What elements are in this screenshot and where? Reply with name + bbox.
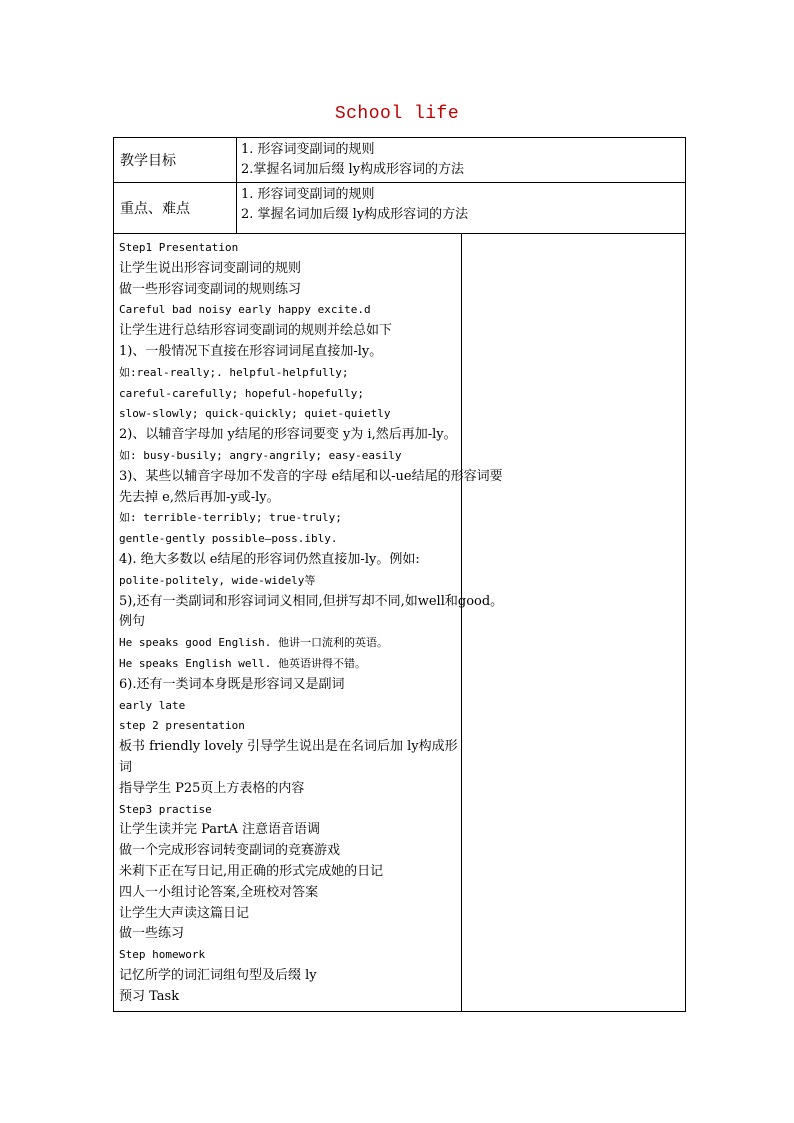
procedure-line: 例句 xyxy=(119,614,146,630)
procedure-line: 3)、某些以辅音字母加不发音的字母 e结尾和以-ue结尾的形容词要 xyxy=(119,468,503,484)
procedure-line: 先去掉 e,然后再加-y或-ly。 xyxy=(119,489,280,505)
lesson-plan-table xyxy=(113,137,686,1012)
procedure-line: 如: busy-busily; angry-angrily; easy-easily xyxy=(119,448,402,462)
procedure-line: 做一些练习 xyxy=(119,926,185,942)
procedure-line: He speaks English well. 他英语讲得不错。 xyxy=(119,656,366,670)
procedure-line: careful-carefully; hopeful-hopefully; xyxy=(119,386,365,400)
procedure-content xyxy=(114,234,504,1012)
procedure-line: Careful bad noisy early happy excite.d xyxy=(119,303,371,317)
notes-column xyxy=(461,234,686,1012)
procedure-row xyxy=(114,234,686,1012)
procedure-line: 米莉下正在写日记,用正确的形式完成她的日记 xyxy=(119,863,384,879)
procedure-line: 词 xyxy=(119,759,133,775)
key-points-content xyxy=(237,183,686,234)
procedure-line: 记忆所学的词汇词组句型及后缀 ly xyxy=(119,967,317,983)
procedure-line: 如: terrible-terribly; true-truly; xyxy=(119,511,342,525)
procedure-line: Step1 Presentation xyxy=(119,241,239,254)
procedure-line: 让学生进行总结形容词变副词的规则并绘总如下 xyxy=(119,323,393,339)
objectives-row xyxy=(114,138,686,183)
procedure-line: 四人一小组讨论答案,全班校对答案 xyxy=(119,884,319,900)
procedure-line: slow-slowly; quick-quickly; quiet-quietly xyxy=(119,407,391,421)
procedure-line: gentle-gently possible—poss.ibly. xyxy=(119,532,338,546)
key-points-line: 2. 掌握名词加后缀 ly构成形容词的方法 xyxy=(241,207,469,222)
procedure-line: early late xyxy=(119,698,186,712)
key-points-row xyxy=(114,183,686,234)
procedure-line: 做一些形容词变副词的规则练习 xyxy=(119,281,302,297)
objectives-line: 2.掌握名词加后缀 ly构成形容词的方法 xyxy=(241,162,465,177)
key-points-line: 1. 形容词变副词的规则 xyxy=(241,187,375,202)
procedure-line: 板书 friendly lovely 引导学生说出是在名词后加 ly构成形 xyxy=(119,739,458,755)
procedure-line: 做一个完成形容词转变副词的竞赛游戏 xyxy=(119,843,341,859)
page-title: School life xyxy=(334,104,460,124)
objectives-content xyxy=(237,138,686,183)
procedure-line: 6).还有一类词本身既是形容词又是副词 xyxy=(119,676,345,692)
procedure-line: step 2 presentation xyxy=(119,719,245,733)
procedure-line: Step homework xyxy=(119,948,206,962)
procedure-line: Step3 practise xyxy=(119,802,212,816)
objectives-line: 1. 形容词变副词的规则 xyxy=(241,142,375,157)
procedure-line: 2)、以辅音字母加 y结尾的形容词要变 y为 i,然后再加-ly。 xyxy=(119,427,457,443)
procedure-line: 预习 Task xyxy=(119,988,180,1004)
procedure-line: 1)、一般情况下直接在形容词词尾直接加-ly。 xyxy=(119,343,383,359)
procedure-line: 让学生说出形容词变副词的规则 xyxy=(119,260,302,276)
procedure-line: 让学生读并完 PartA 注意语音语调 xyxy=(119,822,321,838)
key-points-label: 重点、难点 xyxy=(114,183,237,234)
procedure-line: 如:real-really;. helpful-helpfully; xyxy=(119,365,349,379)
objectives-label: 教学目标 xyxy=(114,138,237,183)
procedure-line: 指导学生 P25页上方表格的内容 xyxy=(119,780,305,796)
procedure-line: He speaks good English. 他讲一口流利的英语。 xyxy=(119,636,388,650)
procedure-line: 5),还有一类副词和形容词词义相同,但拼写却不同,如well和good。 xyxy=(119,593,504,609)
procedure-line: 让学生大声读这篇日记 xyxy=(119,905,250,921)
procedure-line: 4). 绝大多数以 e结尾的形容词仍然直接加-ly。例如: xyxy=(119,551,420,567)
procedure-line: polite-politely, wide-widely等 xyxy=(119,573,316,587)
